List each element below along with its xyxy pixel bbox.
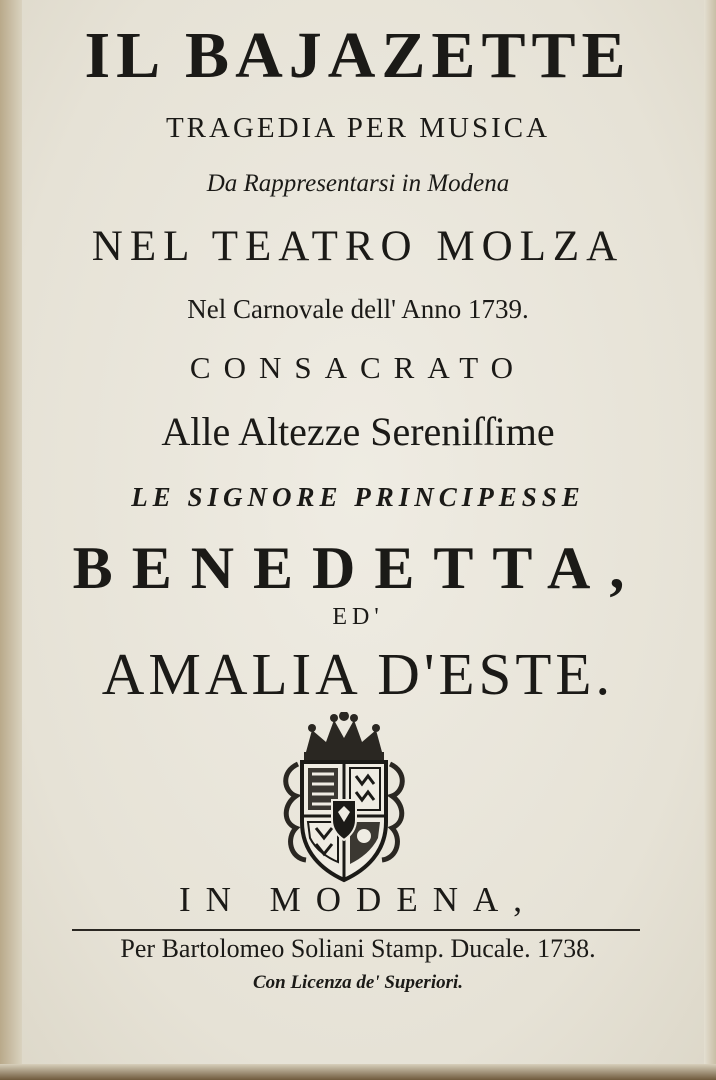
dedicatee-line: Alle Altezze Sereniſſime [161,409,555,454]
book-title: IL BAJAZETTE [84,19,632,92]
imprint-printer: Per Bartolomeo Soliani Stamp. Ducale. 1738. [120,934,596,963]
imprint-place: IN MODENA, [178,880,538,919]
page-bottom-edge [0,1064,716,1080]
theatre-line: NEL TEATRO MOLZA [91,223,625,270]
season-line: Nel Carnovale dell' Anno 1739. [187,294,529,324]
dedication-word: CONSACRATO [189,350,527,385]
dedicatee-name-two: AMALIA D'ESTE. [101,641,615,707]
performance-line: Da Rappresentarsi in Modena [206,170,510,197]
book-subtitle: TRAGEDIA PER MUSICA [165,112,551,144]
conjunction: ED' [332,604,384,630]
dedicatee-title: LE SIGNORE PRINCIPESSE [131,482,585,512]
imprint-rule [72,929,640,931]
dedicatee-name-one: BENEDETTA, [72,535,644,601]
imprint-license: Con Licenza de' Superiori. [252,972,464,993]
ducal-coat-of-arms-icon [276,712,412,886]
